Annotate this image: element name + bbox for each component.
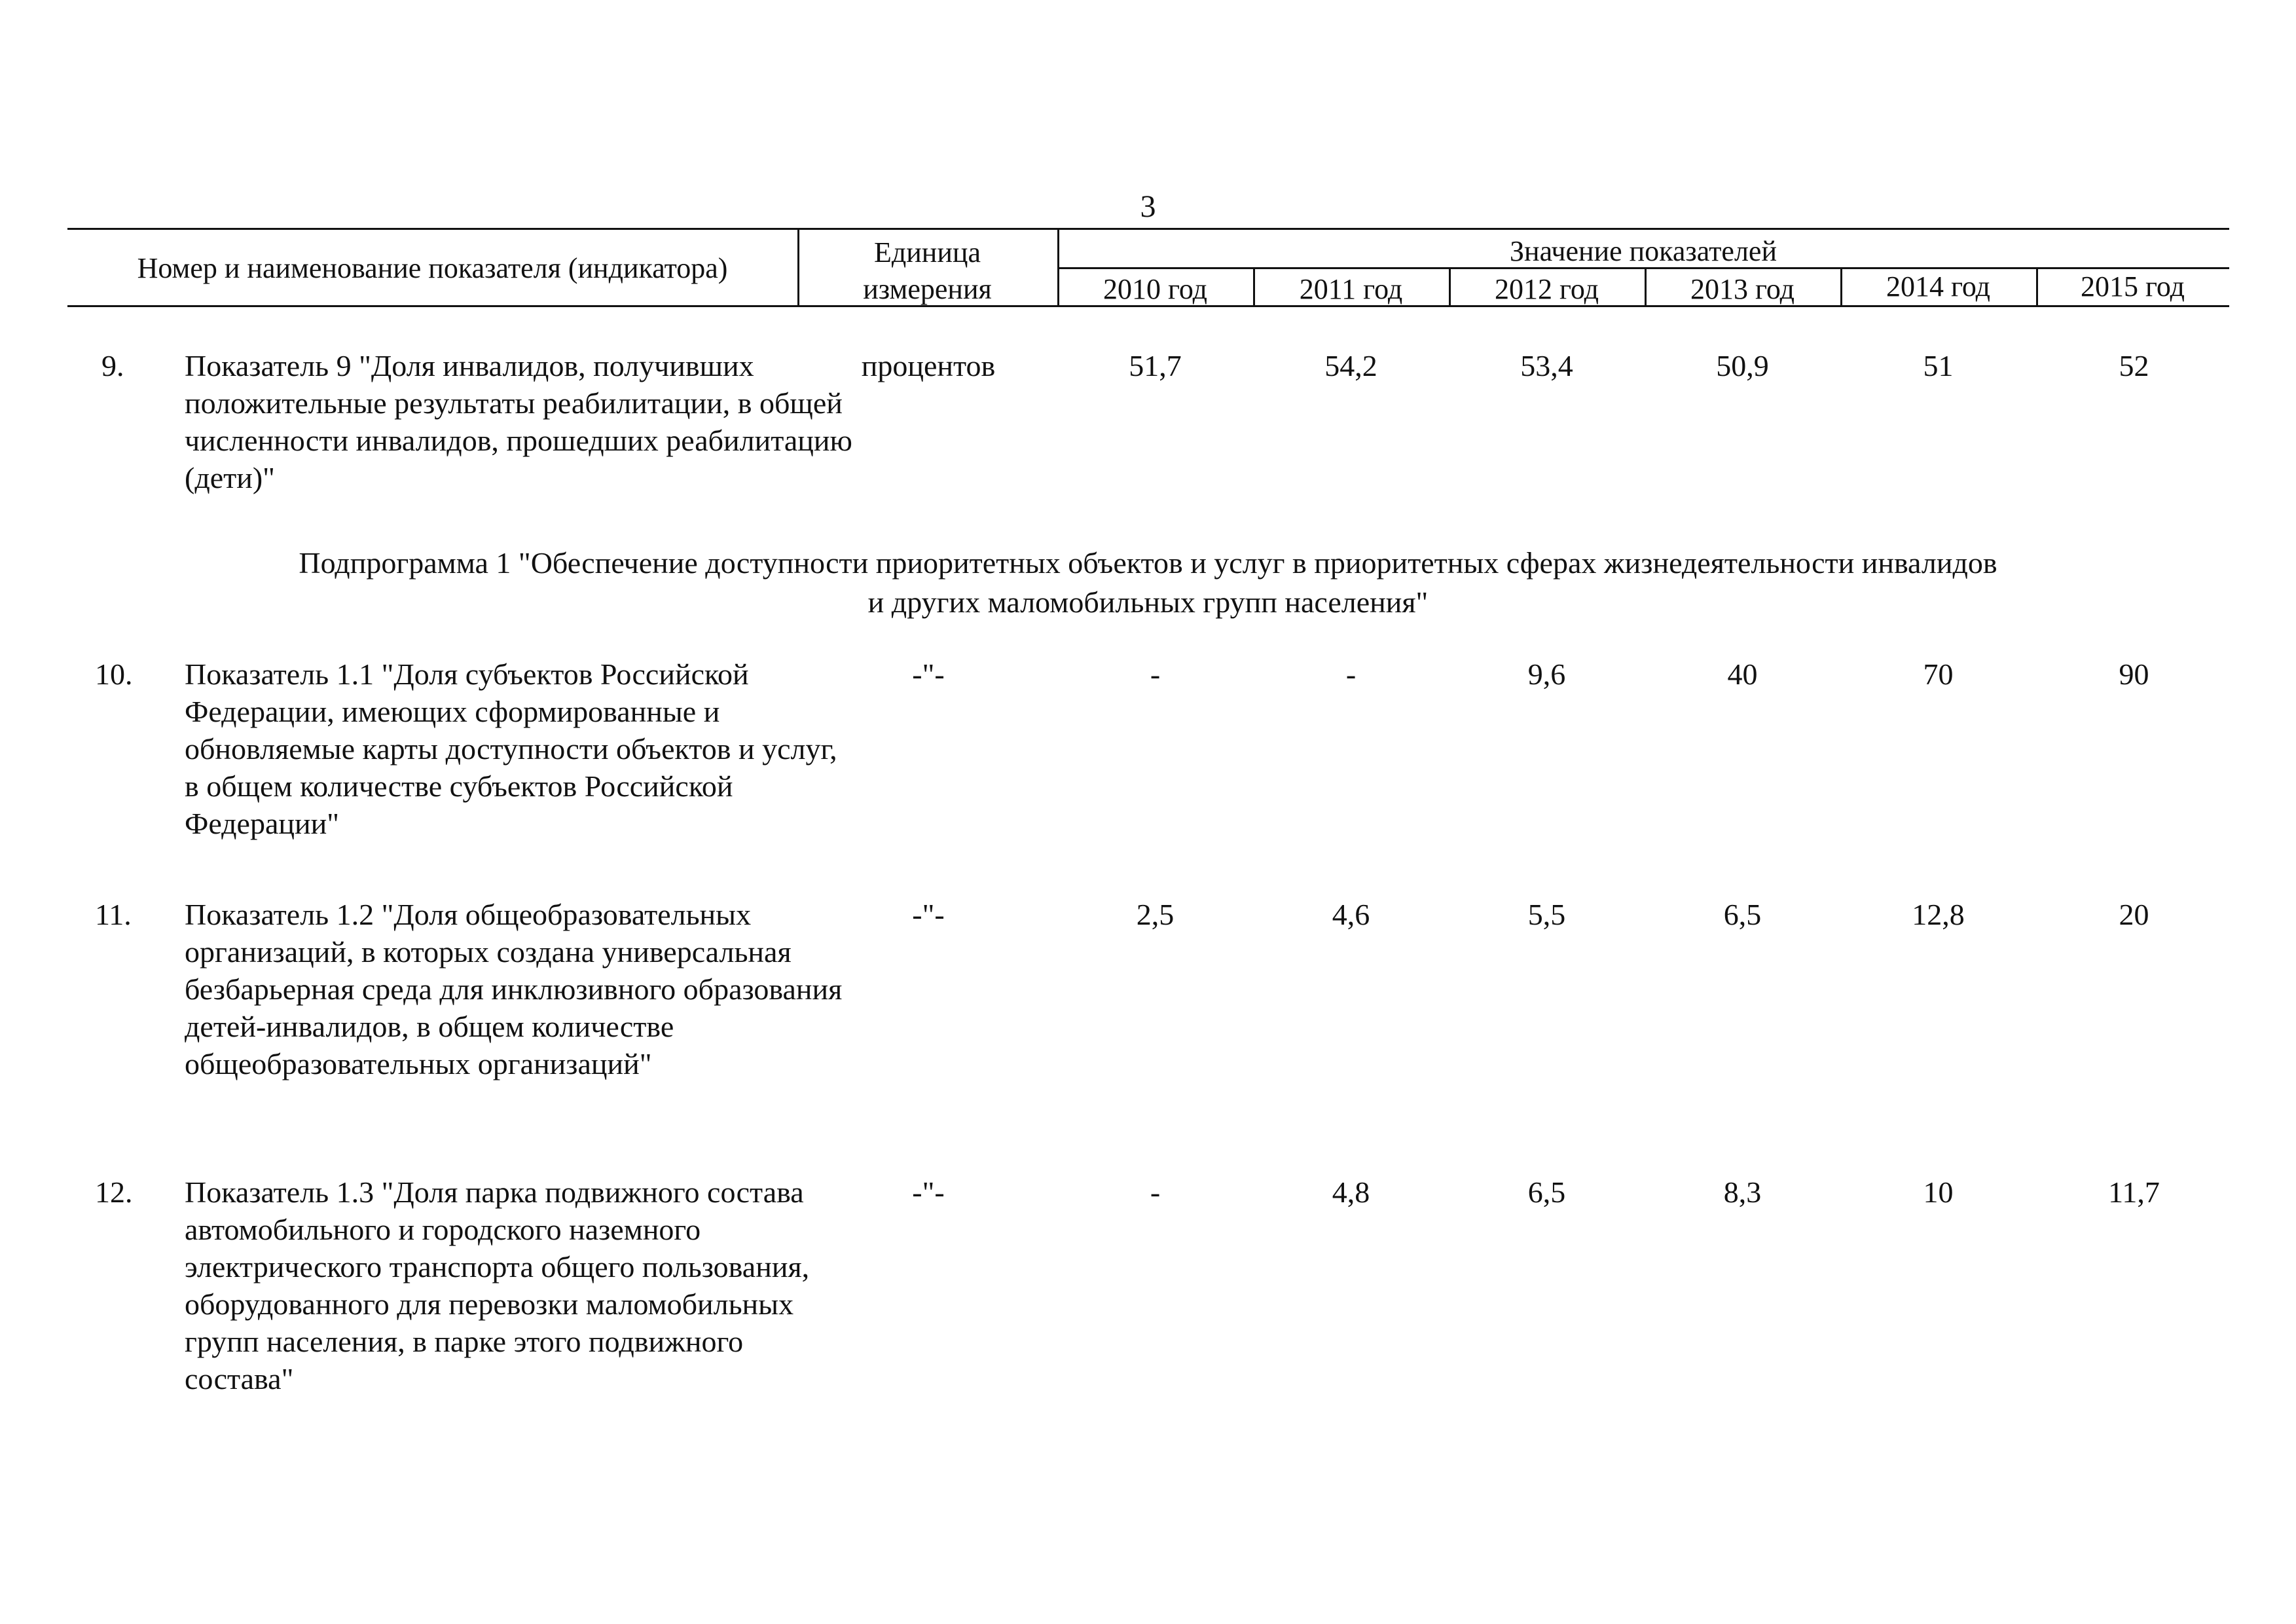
header-top-rule [67,228,2229,230]
indicator-name: Показатель 1.3 "Доля парка подвижного состава автомобильного и городского наземного электрического транспорта общего пользования, оборудованного для перевозки маломобильных групп населения, в парке этого подвижного состава" [185,1175,810,1395]
unit: -"- [912,657,945,691]
value-2012: 6,5 [1527,1175,1566,1209]
unit: процентов [861,349,996,382]
value-2014: 51 [1923,349,1954,382]
value-2014: 10 [1923,1175,1954,1209]
unit: -"- [912,898,945,931]
value-2015: 52 [2119,349,2149,382]
subprogram-line1: Подпрограмма 1 "Обеспечение доступности приоритетных объектов и услуг в приоритетных сферах жизнедеятельности инвалидов [299,546,1997,580]
value-2013: 50,9 [1716,349,1769,382]
header-unit-line1: Единица [874,236,981,268]
value-2011: - [1345,657,1357,691]
value-2014: 12,8 [1912,898,1965,931]
header-year-2013: 2013 год [1690,273,1795,305]
header-unit-line2: измерения [863,273,992,305]
unit: -"- [912,1175,945,1209]
value-2011: 54,2 [1324,349,1377,382]
value-2010: 51,7 [1129,349,1182,382]
indicator-name: Показатель 9 "Доля инвалидов, получивших положительные результаты реабилитации, в общей численности инвалидов, прошедших реабилитацию (дети)" [185,349,852,494]
header-year-2014: 2014 год [1886,270,1991,303]
value-2012: 53,4 [1520,349,1573,382]
value-2013: 6,5 [1723,898,1762,931]
header-name-column: Номер и наименование показателя (индикатора) [137,252,728,284]
indicator-name: Показатель 1.2 "Доля общеобразовательных организаций, в которых создана универсальная безбарьерная среда для инклюзивного образования детей-инвалидов, в общем количестве общеобразовательных организаций" [185,898,843,1080]
row-number: 10. [95,657,133,691]
value-2011: 4,6 [1332,898,1370,931]
value-2010: - [1150,657,1161,691]
page-number: 3 [1140,189,1156,224]
value-2015: 20 [2119,898,2149,931]
value-2012: 5,5 [1527,898,1566,931]
value-2010: 2,5 [1136,898,1175,931]
value-2010: - [1150,1175,1161,1209]
subprogram-heading [164,544,2132,622]
value-2011: 4,8 [1332,1175,1370,1209]
value-2013: 40 [1727,657,1758,691]
row-number: 12. [95,1175,133,1209]
indicator-name: Показатель 1.1 "Доля субъектов Российской Федерации, имеющих сформированные и обновляемые карты доступности объектов и услуг, в общем количестве субъектов Российской Федерации" [185,657,837,840]
value-2013: 8,3 [1723,1175,1762,1209]
row-number: 9. [101,349,124,382]
value-2014: 70 [1923,657,1954,691]
header-values-group: Значение показателей [1510,235,1777,267]
value-2015: 90 [2119,657,2149,691]
row-number: 11. [95,898,132,931]
header-year-2015: 2015 год [2080,270,2185,303]
header-year-2011: 2011 год [1299,273,1403,305]
header-year-2010: 2010 год [1102,273,1208,305]
subprogram-line2: и других маломобильных групп населения" [867,585,1429,619]
value-2015: 11,7 [2108,1175,2160,1209]
header-year-2012: 2012 год [1494,273,1599,305]
value-2012: 9,6 [1527,657,1566,691]
